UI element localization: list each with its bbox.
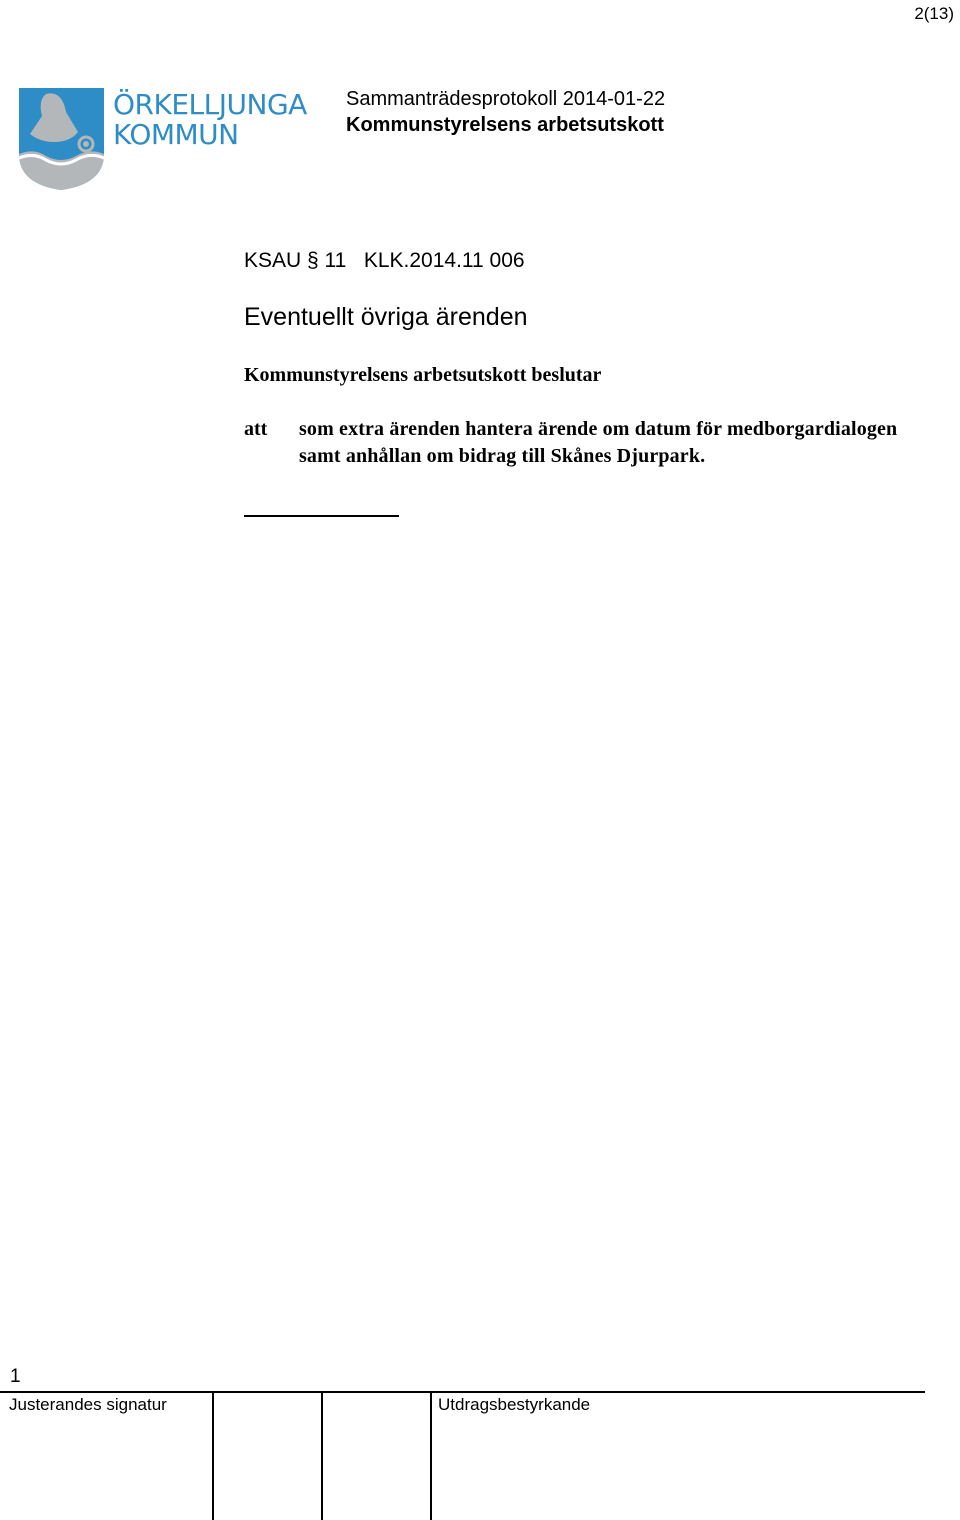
signature-box-divider — [321, 1392, 323, 1520]
footer-rule — [0, 1391, 925, 1393]
section-end-rule — [244, 515, 399, 517]
decision-intro: Kommunstyrelsens arbetsutskott beslutar — [244, 364, 602, 386]
municipality-name-line1: ÖRKELLJUNGA — [113, 88, 307, 121]
committee-name: Kommunstyrelsens arbetsutskott — [346, 114, 664, 136]
municipality-name — [113, 90, 307, 150]
decision-text: som extra ärenden hantera ärende om datum för medborgardialogen samt anhållan om bidrag till Skånes Djurpark. — [299, 418, 898, 467]
municipality-name-line2: KOMMUN — [113, 118, 239, 151]
protocol-title: Sammanträdesprotokoll 2014-01-22 — [346, 88, 666, 110]
signature-label: Justerandes signatur — [9, 1395, 167, 1414]
signature-box-divider — [212, 1392, 214, 1520]
footer-index: 1 — [10, 1366, 21, 1387]
paragraph-reference: KSAU § 11 KLK.2014.11 006 — [244, 249, 525, 272]
att-label: att — [244, 418, 268, 440]
page-number: 2(13) — [914, 4, 954, 23]
extract-certification-label: Utdragsbestyrkande — [438, 1395, 591, 1414]
section-heading: Eventuellt övriga ärenden — [244, 303, 528, 331]
signature-box-divider — [430, 1392, 432, 1520]
